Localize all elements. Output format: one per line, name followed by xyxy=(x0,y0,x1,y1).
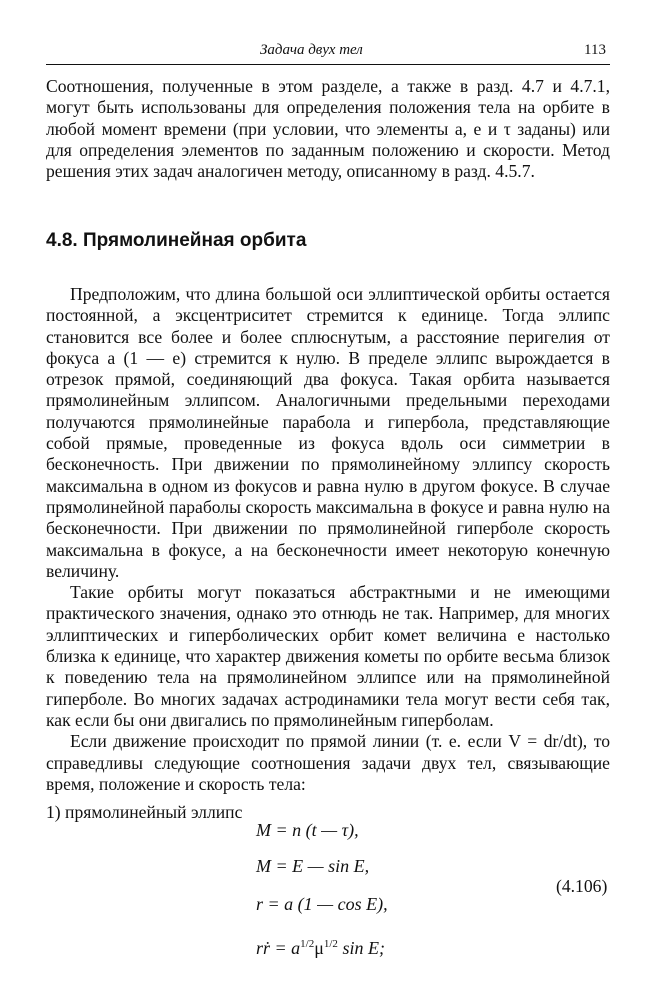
equation-lhs: rṙ = a xyxy=(256,938,301,958)
paragraph-relations: Если движение происходит по прямой линии (т. е. если V = dr/dt), то справедливы следующие соотношения задачи двух тел, связывающие время, положение и скорость тела: xyxy=(46,731,610,794)
running-title: Задача двух тел xyxy=(260,42,363,58)
intro-paragraph-block xyxy=(46,76,610,182)
section-heading: 4.8. Прямолинейная орбита xyxy=(46,230,307,251)
equation-line-4 xyxy=(256,938,385,959)
equation-line-3: r = a (1 — cos E), xyxy=(256,894,388,914)
equation-number: (4.106) xyxy=(556,876,608,896)
equation-rhs: sin E; xyxy=(337,938,385,958)
paragraph-definition: Предположим, что длина большой оси эллиптической орбиты остается постоянной, а эксцентриситет стремится к единице. Тогда эллипс становится все более и более сплюснутым, а расстояние перигелия от фокуса a (1 — e) стремится к нулю. В пределе эллипс вырождается в отрезок прямой, соединяющий два фокуса. Такая орбита называется прямолинейным эллипсом. Аналогичными предельными переходами получаются прямолинейные парабола и гипербола, представляющие собой прямые, проведенные из фокуса вдоль оси симметрии в бесконечность. При движении по прямолинейному эллипсу скорость максимальна в одном из фокусов и равна нулю в другом фокусе. В случае прямолинейной параболы скорость максимальна в фокусе и равна нулю на бесконечности. При движении по прямолинейной гиперболе скорость максимальна в фокусе, а на бесконечности имеет некоторую конечную величину. xyxy=(46,284,610,581)
exponent-mu: 1/2 xyxy=(323,938,338,950)
exponent-a: 1/2 xyxy=(300,938,315,950)
paragraph-applications: Такие орбиты могут показаться абстрактными и не имеющими практического значения, однако это отнюдь не так. Например, для многих эллиптических и гиперболических орбит комет величина e настолько близка к единице, что характер движения кометы по орбите весьма близок к поведению тела на прямолинейном эллипсе или на прямолинейной гиперболе. Во многих задачах астродинамики тела могут вести себя так, как если бы они двигались по прямолинейным гиперболам. xyxy=(46,582,610,730)
running-header xyxy=(46,38,610,65)
page-number: 113 xyxy=(584,42,606,58)
equation-line-1: M = n (t — τ), xyxy=(256,820,359,840)
section-body xyxy=(46,284,610,795)
list-item-label: 1) прямолинейный эллипс xyxy=(46,802,243,822)
intro-paragraph: Соотношения, полученные в этом разделе, а также в разд. 4.7 и 4.7.1, могут быть использованы для определения положения тела на орбите в любой момент времени (при условии, что элементы a, e и τ заданы) или для определения элементов по заданным положению и скорости. Метод решения этих задач аналогичен методу, описанному в разд. 4.5.7. xyxy=(46,76,610,182)
equation-line-2: M = E — sin E, xyxy=(256,856,370,876)
mu-symbol: μ xyxy=(314,938,324,958)
